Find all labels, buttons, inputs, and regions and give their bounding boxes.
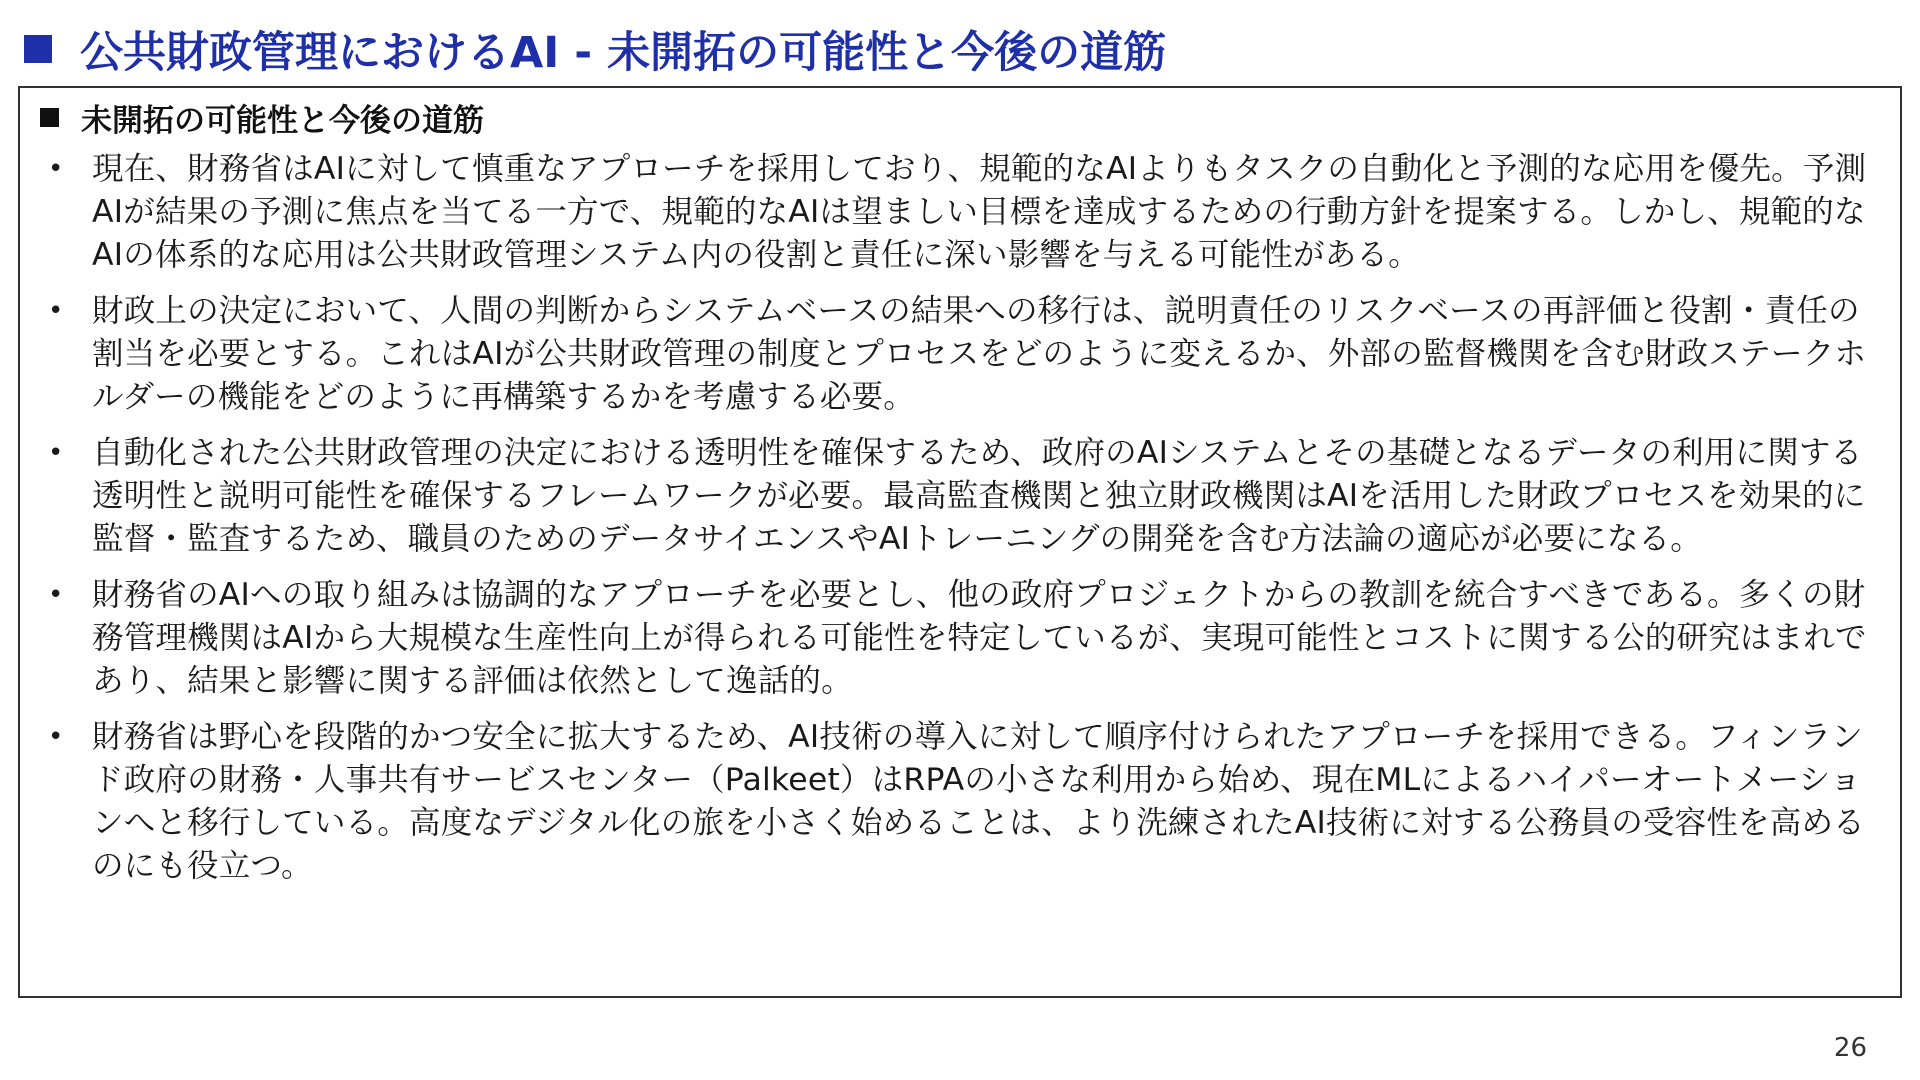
bullet-text: 財政上の決定において、人間の判断からシステムベースの結果への移行は、説明責任のリスクベースの再評価と役割・責任の割当を必要とする。これはAIが公共財政管理の制度とプロセスをどのように変えるか、外部の監督機関を含む財政ステークホルダーの機能をどのように再構築するかを考慮する必要。	[92, 293, 1867, 415]
bullet-text: 自動化された公共財政管理の決定における透明性を確保するため、政府のAIシステムとその基礎となるデータの利用に関する透明性と説明可能性を確保するフレームワークが必要。最高監査機関と独立財政機関はAIを活用した財政プロセスを効果的に監督・監査するため、職員のためのデータサイエンスやAIトレーニングの開発を含む方法論の適応が必要になる。	[92, 435, 1866, 557]
bullet-list	[20, 148, 1900, 901]
bullet-text: 現在、財務省はAIに対して慎重なアプローチを採用しており、規範的なAIよりもタスクの自動化と予測的な応用を優先。予測AIが結果の予測に焦点を当てる一方で、規範的なAIは望ましい目標を達成するための行動方針を提案する。しかし、規範的なAIの体系的な応用は公共財政管理システム内の役割と責任に深い影響を与える可能性がある。	[92, 151, 1867, 273]
bullet-text: 財務省のAIへの取り組みは協調的なアプローチを必要とし、他の政府プロジェクトからの教訓を統合すべきである。多くの財務管理機関はAIから大規模な生産性向上が得られる可能性を特定しているが、実現可能性とコストに関する公的研究はまれであり、結果と影響に関する評価は依然として逸話的。	[92, 577, 1867, 699]
bullet-item	[20, 716, 1900, 888]
bullet-dot-icon: •	[48, 722, 64, 752]
bullet-item	[20, 574, 1900, 703]
bullet-text: 財務省は野心を段階的かつ安全に拡大するため、AI技術の導入に対して順序付けられたアプローチを採用できる。フィンランド政府の財務・人事共有サービスセンター（Palkeet）はRPAの小さな利用から始め、現在MLによるハイパーオートメーションへと移行している。高度なデジタル化の旅を小さく始めることは、より洗練されたAI技術に対する公務員の受容性を高めるのにも役立つ。	[92, 719, 1865, 884]
heading-square-icon	[40, 108, 59, 127]
bullet-dot-icon: •	[48, 580, 64, 610]
content-box	[18, 86, 1902, 998]
bullet-dot-icon: •	[48, 296, 64, 326]
page-title: 公共財政管理におけるAI - 未開拓の可能性と今後の道筋	[80, 27, 1167, 78]
page-number: 26	[1833, 1033, 1867, 1063]
bullet-dot-icon: •	[48, 154, 64, 184]
bullet-item	[20, 290, 1900, 419]
bullet-item	[20, 432, 1900, 561]
bullet-item	[20, 148, 1900, 277]
title-bar	[24, 14, 1884, 84]
title-square-icon	[24, 35, 52, 63]
section-heading	[40, 94, 484, 140]
bullet-dot-icon: •	[48, 438, 64, 468]
section-heading-text: 未開拓の可能性と今後の道筋	[81, 102, 484, 139]
